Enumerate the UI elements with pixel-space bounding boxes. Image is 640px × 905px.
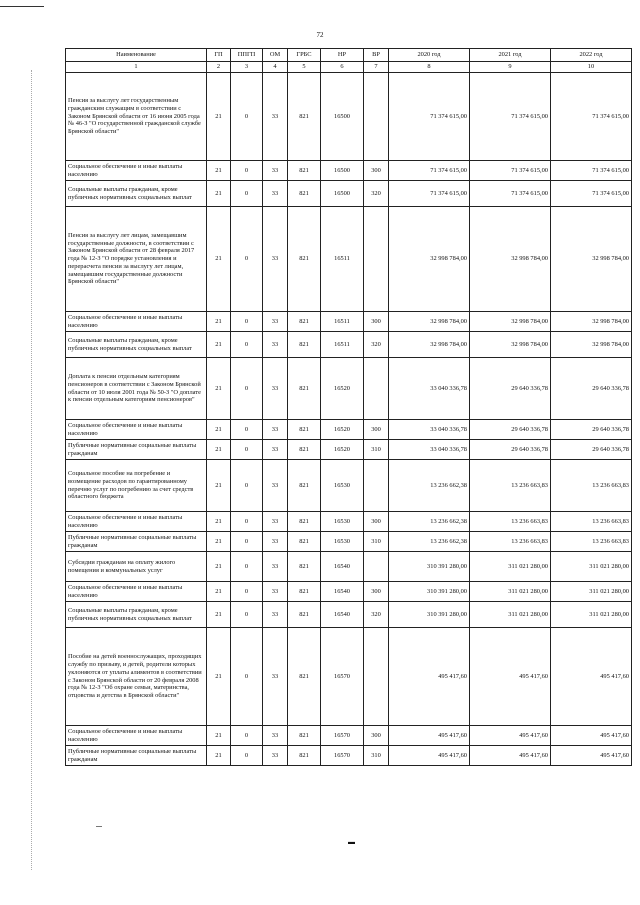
table-row <box>66 181 632 207</box>
table-row <box>66 460 632 512</box>
cell-y2021: 29 640 336,78 <box>470 420 551 440</box>
budget-table <box>65 48 632 766</box>
cell-gp: 21 <box>207 552 231 582</box>
cell-name: Публичные нормативные социальные выплаты гражданам <box>66 532 207 552</box>
table-row <box>66 582 632 602</box>
cell-y2020: 71 374 615,00 <box>389 73 470 161</box>
table-row <box>66 161 632 181</box>
cell-ppgp: 0 <box>231 181 263 207</box>
cell-grbs: 821 <box>288 746 321 766</box>
cell-nr: 16520 <box>321 358 364 420</box>
table-row <box>66 726 632 746</box>
footer-dash <box>96 826 102 827</box>
table-row <box>66 73 632 161</box>
cell-name: Социальное обеспечение и иные выплаты населению <box>66 420 207 440</box>
cell-y2020: 33 040 336,78 <box>389 440 470 460</box>
cell-om: 33 <box>263 358 288 420</box>
cell-grbs: 821 <box>288 312 321 332</box>
header-2020: 2020 год <box>389 49 470 62</box>
cell-grbs: 821 <box>288 332 321 358</box>
header-om: ОМ <box>263 49 288 62</box>
cell-gp: 21 <box>207 460 231 512</box>
page-number: 72 <box>316 31 324 39</box>
cell-y2020: 495 417,60 <box>389 726 470 746</box>
cell-y2021: 495 417,60 <box>470 726 551 746</box>
cell-ppgp: 0 <box>231 628 263 726</box>
cell-gp: 21 <box>207 582 231 602</box>
cell-y2020: 495 417,60 <box>389 628 470 726</box>
cell-name: Пособие на детей военнослужащих, проходящих службу по призыву, и детей, родители которых уклоняются от уплаты алиментов в соответствии с Законом Брянской области от 20 февраля 2008 года № 12-З "Об охране семьи, материнства, отцовства и детства в Брянской области" <box>66 628 207 726</box>
cell-vr <box>364 358 389 420</box>
cell-y2020: 310 391 280,00 <box>389 602 470 628</box>
cell-nr: 16540 <box>321 552 364 582</box>
cell-y2022: 32 998 784,00 <box>551 312 632 332</box>
cell-om: 33 <box>263 726 288 746</box>
cell-ppgp: 0 <box>231 460 263 512</box>
cell-y2022: 495 417,60 <box>551 726 632 746</box>
cell-y2020: 310 391 280,00 <box>389 552 470 582</box>
cell-y2021: 29 640 336,78 <box>470 358 551 420</box>
column-number-row <box>66 62 632 73</box>
cell-grbs: 821 <box>288 552 321 582</box>
cell-gp: 21 <box>207 181 231 207</box>
cell-name: Социальное обеспечение и иные выплаты населению <box>66 726 207 746</box>
cell-nr: 16520 <box>321 440 364 460</box>
cell-nr: 16540 <box>321 602 364 628</box>
cell-name: Пенсия за выслугу лет государственным гражданским служащим в соответствии с Законом Брянской области от 16 июня 2005 года № 46-З "О государственной гражданской службе Брянской области" <box>66 73 207 161</box>
cell-y2022: 29 640 336,78 <box>551 420 632 440</box>
cell-om: 33 <box>263 440 288 460</box>
cell-vr <box>364 207 389 312</box>
header-2022: 2022 год <box>551 49 632 62</box>
cell-om: 33 <box>263 746 288 766</box>
cell-om: 33 <box>263 532 288 552</box>
header-2021: 2021 год <box>470 49 551 62</box>
cell-y2021: 311 021 280,00 <box>470 602 551 628</box>
column-number: 2 <box>207 62 231 73</box>
cell-om: 33 <box>263 312 288 332</box>
cell-vr: 300 <box>364 312 389 332</box>
cell-om: 33 <box>263 73 288 161</box>
cell-y2022: 311 021 280,00 <box>551 552 632 582</box>
cell-vr: 320 <box>364 602 389 628</box>
cell-ppgp: 0 <box>231 207 263 312</box>
cell-nr: 16520 <box>321 420 364 440</box>
scan-mark: ▬ <box>348 838 355 846</box>
table-row <box>66 207 632 312</box>
cell-gp: 21 <box>207 207 231 312</box>
table-row <box>66 358 632 420</box>
cell-vr: 310 <box>364 746 389 766</box>
cell-gp: 21 <box>207 73 231 161</box>
cell-nr: 16500 <box>321 161 364 181</box>
column-number: 5 <box>288 62 321 73</box>
cell-y2022: 311 021 280,00 <box>551 582 632 602</box>
cell-om: 33 <box>263 512 288 532</box>
cell-grbs: 821 <box>288 181 321 207</box>
cell-ppgp: 0 <box>231 312 263 332</box>
cell-ppgp: 0 <box>231 532 263 552</box>
cell-vr <box>364 73 389 161</box>
cell-y2022: 32 998 784,00 <box>551 207 632 312</box>
cell-y2021: 71 374 615,00 <box>470 161 551 181</box>
cell-y2021: 495 417,60 <box>470 628 551 726</box>
cell-y2021: 32 998 784,00 <box>470 207 551 312</box>
cell-name: Социальное пособие на погребение и возмещение расходов по гарантированному перечню услуг по погребению за счет средств областного бюджета <box>66 460 207 512</box>
cell-nr: 16500 <box>321 181 364 207</box>
table-body <box>66 73 632 766</box>
cell-grbs: 821 <box>288 207 321 312</box>
cell-y2021: 13 236 663,83 <box>470 512 551 532</box>
cell-grbs: 821 <box>288 532 321 552</box>
cell-gp: 21 <box>207 602 231 628</box>
cell-om: 33 <box>263 207 288 312</box>
cell-om: 33 <box>263 460 288 512</box>
cell-y2020: 71 374 615,00 <box>389 181 470 207</box>
table-row <box>66 440 632 460</box>
cell-y2021: 32 998 784,00 <box>470 312 551 332</box>
cell-grbs: 821 <box>288 420 321 440</box>
cell-gp: 21 <box>207 726 231 746</box>
cell-y2020: 32 998 784,00 <box>389 332 470 358</box>
header-name: Наименование <box>66 49 207 62</box>
cell-vr: 320 <box>364 181 389 207</box>
cell-vr <box>364 552 389 582</box>
cell-ppgp: 0 <box>231 746 263 766</box>
cell-y2022: 71 374 615,00 <box>551 73 632 161</box>
cell-y2020: 310 391 280,00 <box>389 582 470 602</box>
table-row <box>66 746 632 766</box>
cell-y2022: 71 374 615,00 <box>551 181 632 207</box>
cell-y2021: 495 417,60 <box>470 746 551 766</box>
cell-om: 33 <box>263 628 288 726</box>
cell-gp: 21 <box>207 746 231 766</box>
cell-grbs: 821 <box>288 726 321 746</box>
cell-y2022: 495 417,60 <box>551 628 632 726</box>
cell-name: Пенсия за выслугу лет лицам, замещавшим государственные должности, в соответствии с Законом Брянской области от 28 февраля 2017 года № 12-З "О порядке установления и перерасчета пенсии за выслугу лет лицам, замещавшим государственные должности Брянской области" <box>66 207 207 312</box>
cell-vr <box>364 460 389 512</box>
cell-ppgp: 0 <box>231 602 263 628</box>
cell-y2022: 29 640 336,78 <box>551 440 632 460</box>
cell-nr: 16530 <box>321 512 364 532</box>
cell-om: 33 <box>263 552 288 582</box>
cell-ppgp: 0 <box>231 582 263 602</box>
column-number: 9 <box>470 62 551 73</box>
cell-om: 33 <box>263 582 288 602</box>
cell-grbs: 821 <box>288 358 321 420</box>
cell-y2021: 13 236 663,83 <box>470 460 551 512</box>
cell-om: 33 <box>263 420 288 440</box>
cell-gp: 21 <box>207 532 231 552</box>
header-vr: ВР <box>364 49 389 62</box>
cell-y2020: 33 040 336,78 <box>389 420 470 440</box>
cell-om: 33 <box>263 181 288 207</box>
column-number: 8 <box>389 62 470 73</box>
cell-gp: 21 <box>207 332 231 358</box>
cell-ppgp: 0 <box>231 420 263 440</box>
cell-nr: 16540 <box>321 582 364 602</box>
cell-nr: 16511 <box>321 332 364 358</box>
cell-y2020: 32 998 784,00 <box>389 312 470 332</box>
table-row <box>66 312 632 332</box>
cell-grbs: 821 <box>288 161 321 181</box>
cell-gp: 21 <box>207 161 231 181</box>
cell-nr: 16500 <box>321 73 364 161</box>
table-row <box>66 420 632 440</box>
cell-name: Субсидии гражданам на оплату жилого помещения и коммунальных услуг <box>66 552 207 582</box>
cell-ppgp: 0 <box>231 512 263 532</box>
header-nr: НР <box>321 49 364 62</box>
cell-grbs: 821 <box>288 440 321 460</box>
cell-y2022: 13 236 663,83 <box>551 460 632 512</box>
cell-y2022: 71 374 615,00 <box>551 161 632 181</box>
cell-om: 33 <box>263 332 288 358</box>
cell-name: Социальное обеспечение и иные выплаты населению <box>66 161 207 181</box>
cell-y2022: 13 236 663,83 <box>551 532 632 552</box>
cell-y2022: 32 998 784,00 <box>551 332 632 358</box>
cell-om: 33 <box>263 161 288 181</box>
column-number: 4 <box>263 62 288 73</box>
cell-ppgp: 0 <box>231 440 263 460</box>
table-row <box>66 602 632 628</box>
cell-grbs: 821 <box>288 628 321 726</box>
cell-y2020: 13 236 662,38 <box>389 532 470 552</box>
cell-vr: 300 <box>364 161 389 181</box>
cell-name: Публичные нормативные социальные выплаты гражданам <box>66 746 207 766</box>
cell-ppgp: 0 <box>231 73 263 161</box>
cell-y2020: 32 998 784,00 <box>389 207 470 312</box>
column-number: 10 <box>551 62 632 73</box>
cell-grbs: 821 <box>288 460 321 512</box>
cell-vr: 310 <box>364 532 389 552</box>
table-row <box>66 532 632 552</box>
cell-nr: 16511 <box>321 207 364 312</box>
cell-gp: 21 <box>207 420 231 440</box>
table-row <box>66 332 632 358</box>
cell-grbs: 821 <box>288 602 321 628</box>
header-ppgp: ППГП <box>231 49 263 62</box>
cell-y2021: 13 236 663,83 <box>470 532 551 552</box>
cell-om: 33 <box>263 602 288 628</box>
cell-y2021: 311 021 280,00 <box>470 552 551 582</box>
column-number: 1 <box>66 62 207 73</box>
column-number: 7 <box>364 62 389 73</box>
cell-y2020: 495 417,60 <box>389 746 470 766</box>
cell-y2020: 13 236 662,38 <box>389 460 470 512</box>
header-grbs: ГРБС <box>288 49 321 62</box>
cell-nr: 16570 <box>321 746 364 766</box>
binding-margin-line <box>31 70 32 870</box>
cell-ppgp: 0 <box>231 332 263 358</box>
cell-vr <box>364 628 389 726</box>
cell-grbs: 821 <box>288 512 321 532</box>
cell-grbs: 821 <box>288 582 321 602</box>
cell-name: Социальное обеспечение и иные выплаты населению <box>66 582 207 602</box>
cell-name: Социальное обеспечение и иные выплаты населению <box>66 312 207 332</box>
cell-name: Социальное обеспечение и иные выплаты населению <box>66 512 207 532</box>
cell-y2021: 71 374 615,00 <box>470 73 551 161</box>
cell-ppgp: 0 <box>231 358 263 420</box>
cell-gp: 21 <box>207 628 231 726</box>
cell-name: Социальные выплаты гражданам, кроме публичных нормативных социальных выплат <box>66 181 207 207</box>
cell-nr: 16570 <box>321 726 364 746</box>
cell-y2022: 13 236 663,83 <box>551 512 632 532</box>
cell-gp: 21 <box>207 312 231 332</box>
column-number: 6 <box>321 62 364 73</box>
cell-ppgp: 0 <box>231 726 263 746</box>
table-row <box>66 628 632 726</box>
cell-name: Публичные нормативные социальные выплаты гражданам <box>66 440 207 460</box>
cell-y2021: 29 640 336,78 <box>470 440 551 460</box>
cell-ppgp: 0 <box>231 552 263 582</box>
cell-vr: 320 <box>364 332 389 358</box>
cell-y2020: 13 236 662,38 <box>389 512 470 532</box>
cell-nr: 16530 <box>321 460 364 512</box>
cell-gp: 21 <box>207 358 231 420</box>
cell-nr: 16570 <box>321 628 364 726</box>
table-row <box>66 552 632 582</box>
cell-ppgp: 0 <box>231 161 263 181</box>
cell-nr: 16530 <box>321 532 364 552</box>
cell-gp: 21 <box>207 440 231 460</box>
cell-y2022: 495 417,60 <box>551 746 632 766</box>
cell-y2022: 311 021 280,00 <box>551 602 632 628</box>
top-rule <box>0 6 44 7</box>
cell-vr: 300 <box>364 512 389 532</box>
header-row <box>66 49 632 62</box>
table-row <box>66 512 632 532</box>
cell-name: Доплата к пенсии отдельным категориям пенсионеров в соответствии с Законом Брянской области от 10 июля 2001 года № 50-З "О доплате к пенсии отдельным категориям пенсионеров" <box>66 358 207 420</box>
header-gp: ГП <box>207 49 231 62</box>
cell-grbs: 821 <box>288 73 321 161</box>
cell-y2021: 311 021 280,00 <box>470 582 551 602</box>
cell-y2022: 29 640 336,78 <box>551 358 632 420</box>
cell-y2021: 71 374 615,00 <box>470 181 551 207</box>
cell-nr: 16511 <box>321 312 364 332</box>
cell-vr: 300 <box>364 420 389 440</box>
cell-y2020: 33 040 336,78 <box>389 358 470 420</box>
cell-vr: 310 <box>364 440 389 460</box>
cell-y2021: 32 998 784,00 <box>470 332 551 358</box>
column-number: 3 <box>231 62 263 73</box>
cell-vr: 300 <box>364 726 389 746</box>
cell-y2020: 71 374 615,00 <box>389 161 470 181</box>
cell-vr: 300 <box>364 582 389 602</box>
cell-gp: 21 <box>207 512 231 532</box>
cell-name: Социальные выплаты гражданам, кроме публичных нормативных социальных выплат <box>66 602 207 628</box>
cell-name: Социальные выплаты гражданам, кроме публичных нормативных социальных выплат <box>66 332 207 358</box>
